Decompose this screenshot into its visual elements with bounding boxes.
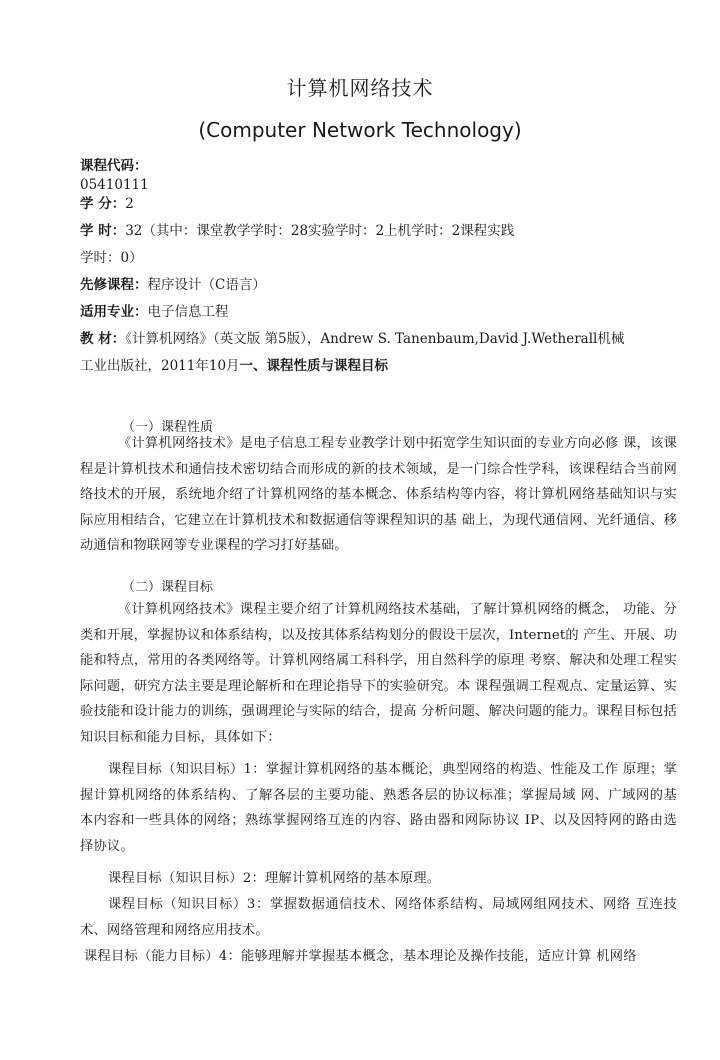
prereq-line	[80, 275, 680, 295]
course-code-label: 课程代码：	[80, 158, 148, 174]
prereq-label: 先修课程：	[80, 277, 148, 293]
course-code-value: 05410111	[80, 177, 149, 193]
section-heading-nature-and-goals: 一、课程性质与课程目标	[239, 358, 389, 374]
goal-knowledge-2: 课程目标（知识目标）2：理解计算机网络的基本原理。	[108, 871, 441, 886]
textbook-value-continued: 工业出版社，2011年10月	[80, 358, 240, 374]
hours-value: 32（其中：课堂教学学时：28实验学时：2上机学时：2课程实践	[125, 223, 515, 239]
prereq-value: 程序设计（C语言）	[147, 277, 266, 293]
major-value: 电子信息工程	[147, 304, 229, 320]
course-title-chinese: 计算机网络技术	[286, 76, 434, 100]
goal-paragraph: 《计算机网络技术》课程主要介绍了计算机网络技术基础，了解计算机网络的概念， 功能、分类和开展，掌握协议和体系结构，以及按其体系结构划分的假设干层次，Internet的 产生、开展、功能和特点，常用的各类网络等。计算机网络属工科科学，用自然科学的原理 考察、解决和处理工程实际问题，研究方法主要是理论解析和在理论指导下的实验研究。本 课程强调工程观点、定量运算、实验技能和设计能力的训练，强调理论与实际的结合，提高 分析问题、解决问题的能力。课程目标包括知识目标和能力目标，具体如下：	[80, 602, 677, 745]
course-code-label-line	[80, 156, 680, 176]
nature-paragraph: 《计算机网络技术》是电子信息工程专业教学计划中拓宽学生知识面的专业方向必修 课，该课程是计算机技术和通信技术密切结合而形成的新的技术领域，是一门综合性学科，该课程结合当前网络技术的开展，系统地介绍了计算机网络的基本概念、体系结构等内容，将计算机网络基础知识与实际应用相结合，它建立在计算机技术和数据通信等课程知识的基 础上，为现代通信网、光纤通信、移动通信和物联网等专业课程的学习打好基础。	[80, 436, 677, 554]
hours-line	[80, 221, 680, 241]
hours-label: 学 时：	[80, 223, 126, 239]
credit-label: 学 分：	[80, 196, 126, 212]
hours-value-continued: 学时：0）	[80, 250, 143, 266]
credit-line	[80, 194, 680, 214]
textbook-line-continued	[80, 356, 680, 376]
goal-knowledge-1: 课程目标（知识目标）1：掌握计算机网络的基本概论，典型网络的构造、性能及工作 原理；掌握计算机网络的体系结构、了解各层的主要功能、熟悉各层的协议标准；掌握局域 网、广域网的基本内容和一些具体的网络；熟练掌握网络互连的内容、路由器和网际协议 IP、以及因特网的路由选择协议。	[80, 762, 677, 854]
textbook-value: 《计算机网络》（英文版 第5版），Andrew S. Tanenbaum,David J.Wetherall机械	[125, 331, 625, 347]
credit-value: 2	[125, 196, 134, 212]
nature-heading: （一）课程性质	[122, 420, 214, 435]
goal-heading: （二）课程目标	[122, 580, 214, 595]
goal-ability-4: 课程目标（能力目标）4：能够理解并掌握基本概念，基本理论及操作技能，适应计算 机网络	[84, 949, 637, 964]
major-label: 适用专业：	[80, 304, 148, 320]
major-line	[80, 302, 680, 322]
goal-knowledge-3: 课程目标（知识目标）3：掌握数据通信技术、网络体系结构、局域网组网技术、网络 互连技术、网络管理和网络应用技术。	[80, 897, 677, 938]
textbook-line	[80, 329, 680, 349]
course-title-english: (Computer Network Technology)	[198, 118, 522, 142]
textbook-label: 教 材：	[80, 331, 126, 347]
